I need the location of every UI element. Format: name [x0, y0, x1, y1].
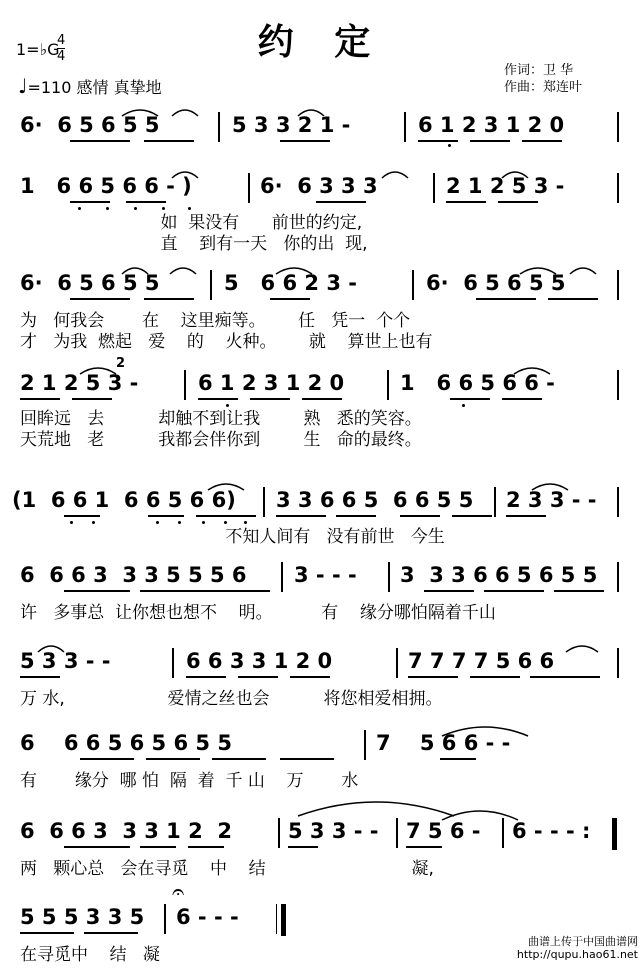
tempo-marking	[18, 74, 162, 98]
barline	[617, 112, 619, 142]
beam	[64, 590, 130, 592]
beam	[250, 398, 290, 400]
beam	[446, 201, 486, 203]
beam	[64, 515, 100, 517]
barline	[184, 370, 186, 400]
beam	[148, 515, 184, 517]
measure: 6 1 2 3 1 2 0	[198, 371, 345, 395]
measure: 1 6 6 5 6 6 -	[400, 371, 555, 395]
beam	[418, 140, 458, 142]
slur	[274, 264, 314, 276]
final-barline-thin	[276, 904, 277, 934]
lyrics-verse-1: 在寻觅中 结 凝	[20, 945, 160, 965]
barline	[281, 562, 283, 592]
grace-note: 2	[116, 356, 126, 371]
measure: 3 - - -	[294, 563, 357, 587]
barline	[263, 487, 265, 517]
tempo-value: =110	[27, 78, 72, 97]
barline	[617, 648, 619, 678]
slur	[568, 264, 598, 276]
slur	[440, 722, 530, 738]
measure: 5 3 3 - -	[288, 819, 379, 843]
beam	[186, 676, 226, 678]
slur	[170, 168, 200, 180]
beam	[470, 676, 520, 678]
beam	[70, 298, 130, 300]
measure: 6 6 6 5 6 5 6 5 5	[20, 731, 232, 755]
slur	[168, 264, 198, 276]
low-octave-dot	[188, 207, 191, 210]
lyrics-verse-2: 直 到有一天 你的出 现,	[20, 234, 368, 254]
beam	[290, 676, 330, 678]
lyrics-verse-1: 有 缘分 哪 怕 隔 着 千 山 万 水	[20, 771, 359, 791]
barline	[396, 818, 398, 848]
measure: 6 1 2 3 1 2 0	[418, 113, 565, 137]
slur	[512, 364, 552, 376]
measure: 6· 6 5 6 5 5	[20, 271, 160, 295]
song-title: 约 定	[257, 21, 385, 63]
beam	[20, 398, 60, 400]
barline	[412, 270, 414, 300]
barline	[502, 818, 504, 848]
lyrics-verse-1: 万 水, 爱情之丝也会 将您相爱相拥。	[20, 689, 443, 709]
beam	[238, 676, 278, 678]
beam	[84, 932, 138, 934]
meter-bottom: 4	[57, 49, 66, 64]
beam	[270, 298, 310, 300]
barline	[433, 173, 435, 203]
beam	[20, 932, 74, 934]
beam	[126, 201, 166, 203]
barline	[387, 370, 389, 400]
lyrics-verse-2: 天荒地 老 我都会伴你到 生 命的最终。	[20, 430, 422, 450]
beam	[502, 398, 542, 400]
beam	[530, 676, 600, 678]
measure: 2 3 3 - -	[506, 488, 597, 512]
measure: 6 - - - :	[512, 819, 591, 843]
barline	[494, 487, 496, 517]
barline	[617, 173, 619, 203]
beam	[316, 201, 366, 203]
beam	[400, 515, 440, 517]
measure: 7 5 6 -	[406, 819, 481, 843]
credits	[504, 62, 582, 96]
measure: 3 3 3 6 6 5 6 5 5	[400, 563, 598, 587]
lyrics-verse-1: 两 颗心总 会在寻觅 中 结 凝,	[20, 859, 434, 879]
beam	[424, 590, 474, 592]
beam	[72, 398, 112, 400]
slur	[36, 642, 66, 654]
slur	[120, 106, 160, 118]
watermark	[517, 935, 638, 961]
slur	[380, 168, 410, 180]
quarter-note-icon: ♩	[18, 74, 28, 98]
low-octave-dot	[226, 404, 229, 407]
meter-top: 4	[57, 33, 66, 48]
low-octave-dot	[162, 207, 165, 210]
slur	[120, 264, 150, 276]
measure: 7 7 7 7 5 6 6	[408, 649, 555, 673]
time-signature	[57, 34, 65, 63]
measure: 1 6 6 5 6 6 - )	[20, 174, 192, 198]
beam	[144, 140, 194, 142]
low-octave-dot	[448, 144, 451, 147]
beam	[146, 758, 200, 760]
barline	[172, 648, 174, 678]
beam	[288, 846, 318, 848]
measure: 6 6 6 3 3 3 5 5 5 6	[20, 563, 247, 587]
beam	[144, 298, 194, 300]
beam	[70, 140, 130, 142]
barline	[404, 112, 406, 142]
barline	[617, 270, 619, 300]
barline	[164, 904, 166, 934]
measure: 6 6 6 3 3 3 1 2 2	[20, 819, 232, 843]
lyrics-verse-1: 为 何我会 在 这里痴等。 任 凭一 个个	[20, 311, 411, 331]
measure: 3 3 6 6 5 6 6 5 5	[276, 488, 474, 512]
beam	[280, 140, 330, 142]
beam	[406, 846, 442, 848]
slur	[518, 264, 558, 276]
measure: 2 1 2 5 3 -	[446, 174, 565, 198]
beam	[140, 846, 176, 848]
barline	[364, 730, 366, 760]
low-octave-dot	[462, 404, 465, 407]
beam	[408, 676, 458, 678]
measure: 2 1 2 5 3 -	[20, 371, 139, 395]
barline	[210, 270, 212, 300]
low-octave-dot	[202, 521, 205, 524]
low-octave-dot	[178, 521, 181, 524]
measure: (1 6 6 1 6 6 5 6 6)	[12, 488, 236, 512]
beam	[280, 758, 334, 760]
low-octave-dot	[134, 207, 137, 210]
slur	[206, 480, 246, 492]
beam	[450, 398, 490, 400]
beam	[440, 758, 476, 760]
barline	[248, 173, 250, 203]
measure: 6 - - -	[176, 905, 239, 929]
low-octave-dot	[106, 207, 109, 210]
measure: 6· 6 5 6 5 5	[426, 271, 566, 295]
measure: 6· 6 5 6 5 5	[20, 113, 160, 137]
beam	[498, 201, 538, 203]
low-octave-dot	[156, 521, 159, 524]
measure: 6· 6 3 3 3	[260, 174, 378, 198]
beam	[452, 515, 492, 517]
barline	[617, 487, 619, 517]
measure: 5 3 3 - -	[20, 649, 111, 673]
low-octave-dot	[70, 521, 73, 524]
beam	[198, 398, 238, 400]
barline	[218, 112, 220, 142]
measure: 7 5 6 6 - -	[376, 731, 511, 755]
slur	[296, 106, 326, 118]
lyrics-verse-2: 才 为我 燃起 爱 的 火种。 就 算世上也有	[20, 332, 433, 352]
low-octave-dot	[78, 207, 81, 210]
beam	[70, 201, 110, 203]
slur	[530, 480, 570, 492]
barline	[396, 648, 398, 678]
beam	[276, 515, 326, 517]
beam	[302, 398, 342, 400]
watermark-line-2: http://qupu.hao61.net	[516, 948, 638, 961]
beam	[470, 140, 510, 142]
beam	[64, 846, 130, 848]
beam	[484, 590, 544, 592]
slur	[296, 796, 456, 818]
repeat-end-barline	[612, 818, 617, 850]
beam	[548, 298, 598, 300]
beam	[522, 140, 562, 142]
low-octave-dot	[244, 521, 247, 524]
expression-text: 感情 真挚地	[76, 78, 162, 97]
low-octave-dot	[224, 521, 227, 524]
measure: 5 3 3 2 1 -	[232, 113, 351, 137]
beam	[476, 298, 536, 300]
slur	[78, 364, 118, 376]
barline	[278, 818, 280, 848]
final-barline-thick	[281, 904, 286, 936]
beam	[140, 590, 270, 592]
beam	[554, 590, 604, 592]
measure: 5 5 5 3 3 5	[20, 905, 145, 929]
lyrics-verse-1: 如 果没有 前世的约定,	[20, 213, 363, 233]
beam	[506, 515, 546, 517]
beam	[80, 758, 134, 760]
beam	[196, 515, 256, 517]
slur	[500, 168, 530, 180]
barline	[617, 562, 619, 592]
fermata-icon: 𝄐	[172, 880, 185, 905]
score-row-1	[0, 112, 642, 158]
lyrics-verse-1: 许 多事总 让你想也想不 明。 有 缘分哪怕隔着千山	[20, 603, 496, 623]
barline	[617, 370, 619, 400]
slur	[440, 806, 520, 822]
beam	[20, 676, 60, 678]
beam	[188, 846, 224, 848]
lyricist: 作词：卫 华	[504, 63, 574, 78]
low-octave-dot	[92, 521, 95, 524]
slur	[170, 106, 200, 118]
beam	[336, 515, 376, 517]
key-signature: 1=♭G	[16, 40, 60, 59]
lyrics-verse-1: 不知人间有 没有前世 今生	[20, 527, 445, 547]
beam	[212, 758, 266, 760]
barline	[388, 562, 390, 592]
slur	[564, 642, 600, 654]
composer: 作曲：郑连叶	[504, 80, 583, 95]
lyrics-verse-1: 回眸远 去 却触不到让我 熟 悉的笑容。	[20, 409, 422, 429]
measure: 6 6 3 3 1 2 0	[186, 649, 333, 673]
watermark-line-1: 曲谱上传于中国曲谱网	[528, 935, 638, 948]
measure: 5 6 6 2 3 -	[224, 271, 357, 295]
